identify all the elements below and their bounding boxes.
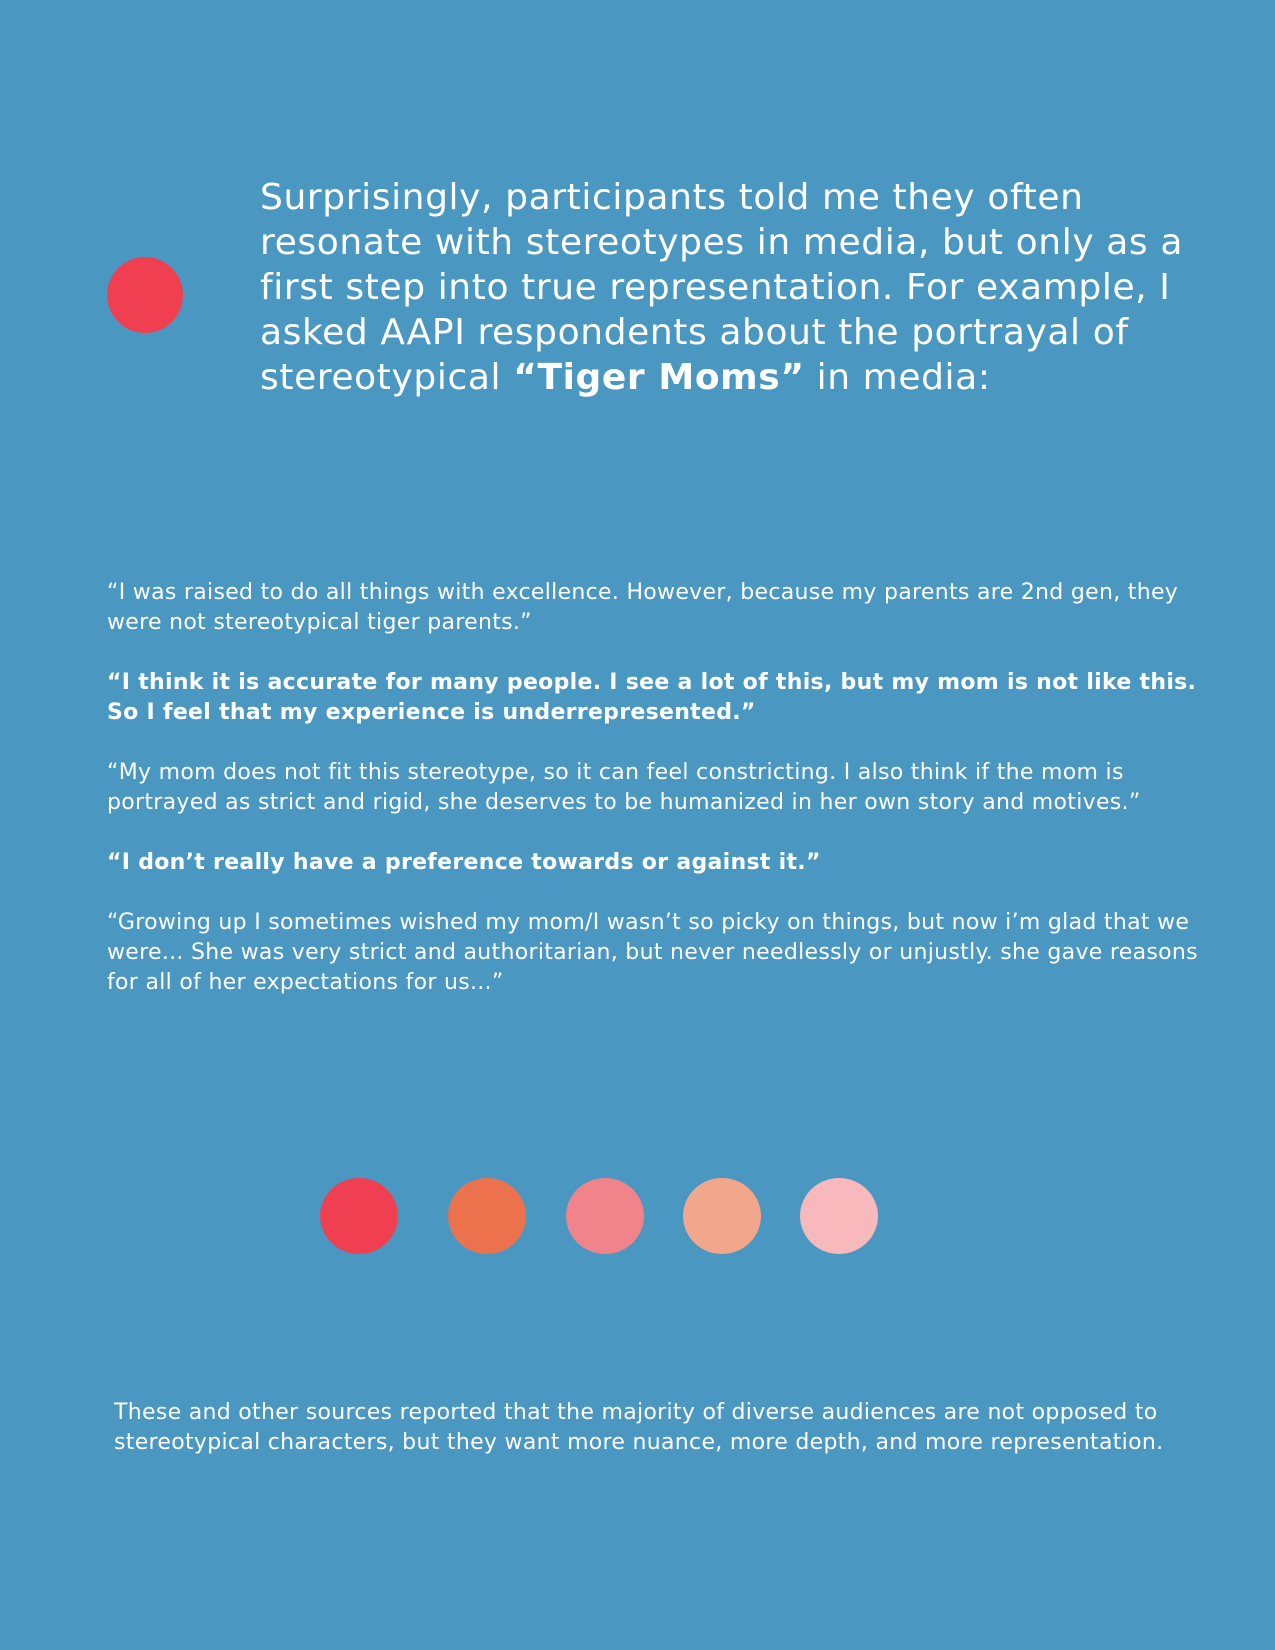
quote-5: “Growing up I sometimes wished my mom/I wasn’t so picky on things, but now i’m glad that we were... She was very strict and authoritarian, but never needlessly or unjustly. she gave reasons for all of her expectations for us...” — [107, 910, 1198, 995]
color-dots-row — [320, 1178, 880, 1256]
intro-highlight: “Tiger Moms” — [513, 357, 805, 398]
color-dot-3 — [566, 1178, 644, 1254]
quote-3: “My mom does not fit this stereotype, so it can feel constricting. I also think if the mom is portrayed as strict and rigid, she deserves to be humanized in her own story and motives.” — [107, 760, 1141, 815]
color-dot-5 — [800, 1178, 878, 1254]
intro-text-before: Surprisingly, participants told me they often resonate with stereotypes in media, but only as a first step into true representation. For example, I asked AAPI respondents about the portrayal of stereotypical — [260, 177, 1183, 398]
intro-dot-decoration — [107, 257, 183, 333]
intro-text-after: in media: — [804, 357, 991, 398]
conclusion-paragraph: These and other sources reported that the majority of diverse audiences are not opposed to stereotypical characters, but they want more nuance, more depth, and more representation. — [114, 1400, 1164, 1455]
color-dot-1 — [320, 1178, 398, 1254]
quotes-list — [107, 578, 1207, 1028]
quote-2: “I think it is accurate for many people. I see a lot of this, but my mom is not like this. So I feel that my experience is underrepresented.” — [107, 670, 1197, 725]
quote-1: “I was raised to do all things with excellence. However, because my parents are 2nd gen, they were not stereotypical tiger parents.” — [107, 580, 1179, 635]
intro-paragraph — [260, 175, 1240, 400]
color-dot-2 — [448, 1178, 526, 1254]
color-dot-4 — [683, 1178, 761, 1254]
quote-4: “I don’t really have a preference towards or against it.” — [107, 850, 821, 875]
